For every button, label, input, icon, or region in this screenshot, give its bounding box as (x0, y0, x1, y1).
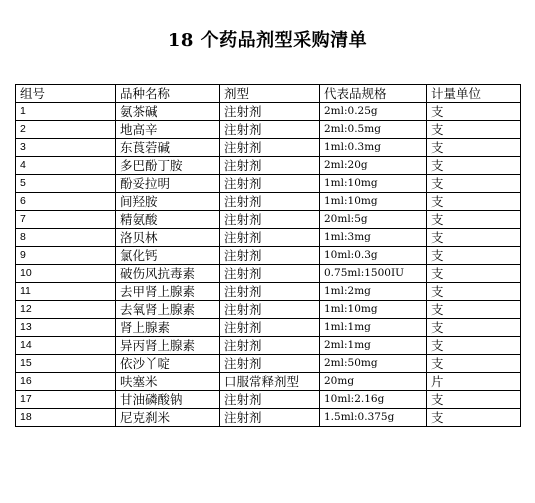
cell-unit: 支 (427, 247, 521, 265)
cell-drug-name: 氯化钙 (116, 247, 220, 265)
cell-dosage-form: 注射剂 (220, 121, 320, 139)
cell-group-number: 15 (16, 355, 116, 373)
table-body (16, 103, 521, 427)
cell-unit: 支 (427, 175, 521, 193)
cell-dosage-form: 注射剂 (220, 337, 320, 355)
cell-unit: 支 (427, 121, 521, 139)
cell-dosage-form: 注射剂 (220, 103, 320, 121)
cell-unit: 支 (427, 337, 521, 355)
cell-drug-name: 尼克刹米 (116, 409, 220, 427)
cell-drug-name: 破伤风抗毒素 (116, 265, 220, 283)
cell-group-number: 2 (16, 121, 116, 139)
cell-specification: 1ml:3mg (320, 229, 427, 247)
cell-group-number: 16 (16, 373, 116, 391)
cell-specification: 2ml:20g (320, 157, 427, 175)
cell-unit: 支 (427, 103, 521, 121)
cell-dosage-form: 注射剂 (220, 139, 320, 157)
cell-drug-name: 异丙肾上腺素 (116, 337, 220, 355)
table-row (16, 229, 521, 247)
table-row (16, 193, 521, 211)
header-group-number: 组号 (16, 85, 116, 103)
cell-dosage-form: 注射剂 (220, 355, 320, 373)
header-unit: 计量单位 (427, 85, 521, 103)
cell-unit: 支 (427, 139, 521, 157)
cell-unit: 支 (427, 409, 521, 427)
cell-drug-name: 依沙丫啶 (116, 355, 220, 373)
cell-drug-name: 酚妥拉明 (116, 175, 220, 193)
cell-drug-name: 东莨菪碱 (116, 139, 220, 157)
table-row (16, 175, 521, 193)
cell-drug-name: 呋塞米 (116, 373, 220, 391)
table-row (16, 409, 521, 427)
cell-group-number: 1 (16, 103, 116, 121)
cell-drug-name: 去氧肾上腺素 (116, 301, 220, 319)
table-header-row (16, 85, 521, 103)
table-row (16, 103, 521, 121)
header-dosage-form: 剂型 (220, 85, 320, 103)
table-row (16, 373, 521, 391)
table-row (16, 121, 521, 139)
cell-specification: 1ml:10mg (320, 193, 427, 211)
cell-specification: 2ml:50mg (320, 355, 427, 373)
table-row (16, 319, 521, 337)
cell-drug-name: 间羟胺 (116, 193, 220, 211)
cell-drug-name: 甘油磷酸钠 (116, 391, 220, 409)
cell-dosage-form: 注射剂 (220, 265, 320, 283)
document-title: 18 个药品剂型采购清单 (167, 30, 368, 51)
cell-group-number: 14 (16, 337, 116, 355)
table-row (16, 157, 521, 175)
table-row (16, 247, 521, 265)
cell-dosage-form: 注射剂 (220, 319, 320, 337)
cell-drug-name: 肾上腺素 (116, 319, 220, 337)
cell-group-number: 12 (16, 301, 116, 319)
table-row (16, 355, 521, 373)
cell-group-number: 10 (16, 265, 116, 283)
table-row (16, 139, 521, 157)
cell-specification: 10ml:0.3g (320, 247, 427, 265)
cell-dosage-form: 注射剂 (220, 229, 320, 247)
cell-unit: 支 (427, 301, 521, 319)
cell-specification: 20ml:5g (320, 211, 427, 229)
cell-drug-name: 洛贝林 (116, 229, 220, 247)
cell-unit: 支 (427, 229, 521, 247)
cell-group-number: 17 (16, 391, 116, 409)
table-row (16, 301, 521, 319)
cell-specification: 2ml:0.5mg (320, 121, 427, 139)
header-drug-name: 品种名称 (116, 85, 220, 103)
cell-dosage-form: 注射剂 (220, 409, 320, 427)
cell-specification: 1ml:0.3mg (320, 139, 427, 157)
cell-dosage-form: 注射剂 (220, 301, 320, 319)
cell-drug-name: 多巴酚丁胺 (116, 157, 220, 175)
cell-drug-name: 去甲肾上腺素 (116, 283, 220, 301)
cell-specification: 20mg (320, 373, 427, 391)
table-row (16, 337, 521, 355)
procurement-table (15, 84, 521, 427)
cell-specification: 1ml:1mg (320, 319, 427, 337)
cell-drug-name: 精氨酸 (116, 211, 220, 229)
cell-specification: 2ml:1mg (320, 337, 427, 355)
cell-unit: 支 (427, 211, 521, 229)
table-row (16, 283, 521, 301)
cell-group-number: 6 (16, 193, 116, 211)
cell-unit: 片 (427, 373, 521, 391)
cell-specification: 2ml:0.25g (320, 103, 427, 121)
cell-group-number: 5 (16, 175, 116, 193)
cell-specification: 1ml:2mg (320, 283, 427, 301)
cell-specification: 0.75ml:1500IU (320, 265, 427, 283)
cell-specification: 1ml:10mg (320, 301, 427, 319)
cell-dosage-form: 注射剂 (220, 157, 320, 175)
table-row (16, 211, 521, 229)
cell-drug-name: 地高辛 (116, 121, 220, 139)
cell-group-number: 4 (16, 157, 116, 175)
cell-dosage-form: 注射剂 (220, 391, 320, 409)
cell-dosage-form: 口服常释剂型 (220, 373, 320, 391)
cell-group-number: 7 (16, 211, 116, 229)
cell-dosage-form: 注射剂 (220, 175, 320, 193)
cell-specification: 1.5ml:0.375g (320, 409, 427, 427)
cell-group-number: 9 (16, 247, 116, 265)
cell-specification: 10ml:2.16g (320, 391, 427, 409)
cell-dosage-form: 注射剂 (220, 211, 320, 229)
cell-drug-name: 氨茶碱 (116, 103, 220, 121)
cell-unit: 支 (427, 391, 521, 409)
cell-group-number: 18 (16, 409, 116, 427)
cell-unit: 支 (427, 319, 521, 337)
cell-unit: 支 (427, 355, 521, 373)
header-specification: 代表品规格 (320, 85, 427, 103)
cell-group-number: 13 (16, 319, 116, 337)
cell-group-number: 11 (16, 283, 116, 301)
cell-dosage-form: 注射剂 (220, 247, 320, 265)
cell-specification: 1ml:10mg (320, 175, 427, 193)
table-row (16, 265, 521, 283)
cell-unit: 支 (427, 283, 521, 301)
cell-unit: 支 (427, 157, 521, 175)
table-row (16, 391, 521, 409)
cell-unit: 支 (427, 265, 521, 283)
cell-unit: 支 (427, 193, 521, 211)
cell-dosage-form: 注射剂 (220, 283, 320, 301)
cell-group-number: 3 (16, 139, 116, 157)
cell-group-number: 8 (16, 229, 116, 247)
cell-dosage-form: 注射剂 (220, 193, 320, 211)
